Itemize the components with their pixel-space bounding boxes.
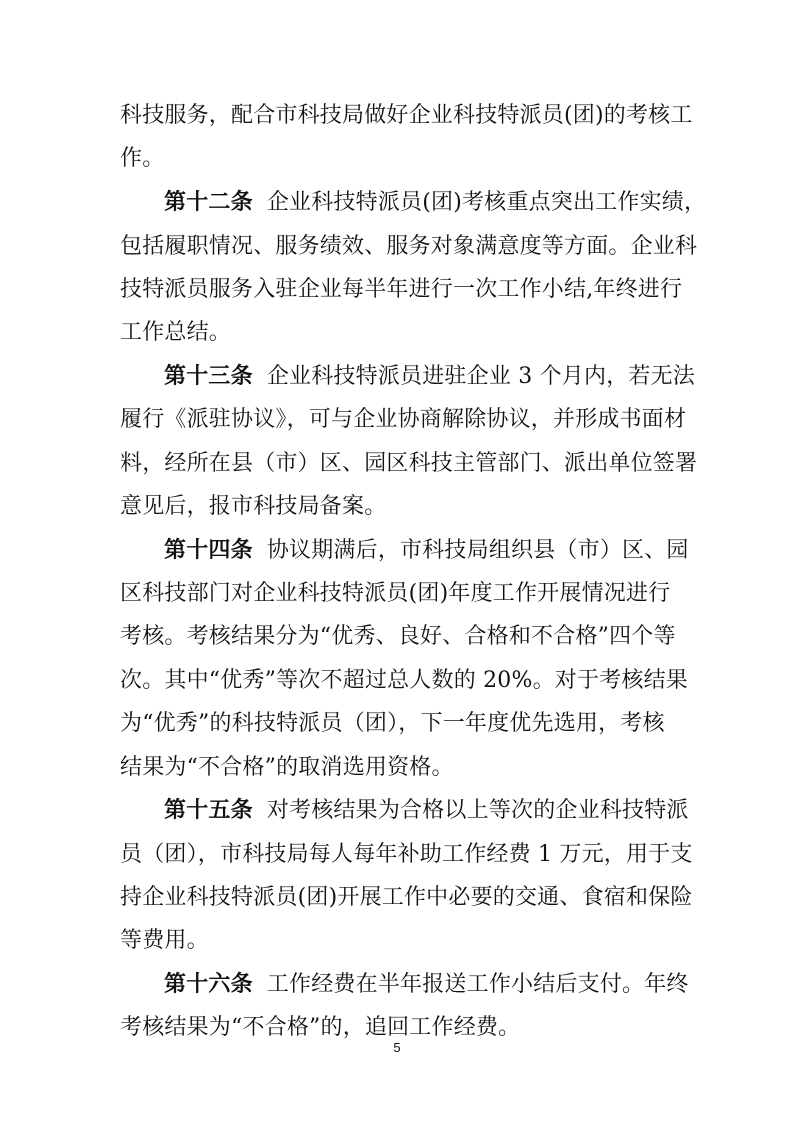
article-14-line bbox=[164, 533, 724, 569]
text-line bbox=[120, 98, 693, 134]
text-line bbox=[120, 750, 680, 786]
line-text: 员（团），市科技局每人每年补助工作经费 1 万元，用于支 bbox=[120, 842, 693, 867]
line-text: 包括履职情况、服务绩效、服务对象满意度等方面。企业科 bbox=[120, 234, 698, 259]
article-12-line bbox=[164, 185, 724, 221]
line-text: 对考核结果为合格以上等次的企业科技特派 bbox=[266, 798, 689, 823]
text-line bbox=[120, 141, 680, 177]
article-13-line bbox=[164, 359, 724, 395]
text-line bbox=[120, 663, 688, 699]
line-text: 等费用。 bbox=[120, 928, 209, 953]
line-text: 作。 bbox=[120, 146, 165, 171]
line-text: 次。其中“优秀”等次不超过总人数的 20%。对于考核结果 bbox=[120, 668, 688, 693]
article-heading: 第十二条 bbox=[164, 190, 253, 215]
line-text: 企业科技特派员进驻企业 3 个月内，若无法 bbox=[266, 364, 695, 389]
line-text: 考核。考核结果分为“优秀、良好、合格和不合格”四个等 bbox=[120, 624, 676, 649]
text-line bbox=[120, 315, 680, 351]
text-line bbox=[120, 272, 683, 308]
text-line bbox=[120, 489, 680, 525]
text-line bbox=[120, 402, 687, 438]
line-text: 履行《派驻协议》，可与企业协商解除协议，并形成书面材 bbox=[120, 407, 687, 432]
line-text: 企业科技特派员(团)考核重点突出工作实绩， bbox=[266, 190, 707, 215]
text-line bbox=[120, 880, 693, 916]
article-heading: 第十五条 bbox=[164, 798, 253, 823]
line-text: 工作总结。 bbox=[120, 320, 232, 345]
text-line bbox=[120, 229, 698, 265]
text-line bbox=[120, 706, 680, 742]
article-heading: 第十三条 bbox=[164, 364, 253, 389]
line-text: 技特派员服务入驻企业每半年进行一次工作小结,年终进行 bbox=[120, 277, 683, 302]
article-15-line bbox=[164, 793, 724, 829]
text-line bbox=[120, 923, 680, 959]
line-text: 为“优秀”的科技特派员（团），下一年度优先选用，考核 bbox=[120, 711, 665, 736]
text-line bbox=[120, 619, 680, 655]
page-number: 5 bbox=[393, 1040, 401, 1055]
text-line bbox=[120, 837, 693, 873]
line-text: 持企业科技特派员(团)开展工作中必要的交通、食宿和保险 bbox=[120, 885, 693, 910]
text-line bbox=[120, 446, 698, 482]
line-text: 意见后，报市科技局备案。 bbox=[120, 494, 387, 519]
line-text: 科技服务，配合市科技局做好企业科技特派员(团)的考核工 bbox=[120, 103, 693, 128]
line-text: 协议期满后，市科技局组织县（市）区、园 bbox=[266, 538, 689, 563]
line-text: 区科技部门对企业科技特派员(团)年度工作开展情况进行 bbox=[120, 581, 671, 606]
line-text: 结果为“不合格”的取消选用资格。 bbox=[120, 755, 454, 780]
article-16-line bbox=[164, 967, 724, 1003]
article-heading: 第十六条 bbox=[164, 972, 253, 997]
article-heading: 第十四条 bbox=[164, 538, 253, 563]
text-line bbox=[120, 576, 680, 612]
line-text: 料，经所在县（市）区、园区科技主管部门、派出单位签署 bbox=[120, 451, 698, 476]
line-text: 工作经费在半年报送工作小结后支付。年终 bbox=[266, 972, 689, 997]
line-text: 考核结果为“不合格”的，追回工作经费。 bbox=[120, 1015, 521, 1040]
